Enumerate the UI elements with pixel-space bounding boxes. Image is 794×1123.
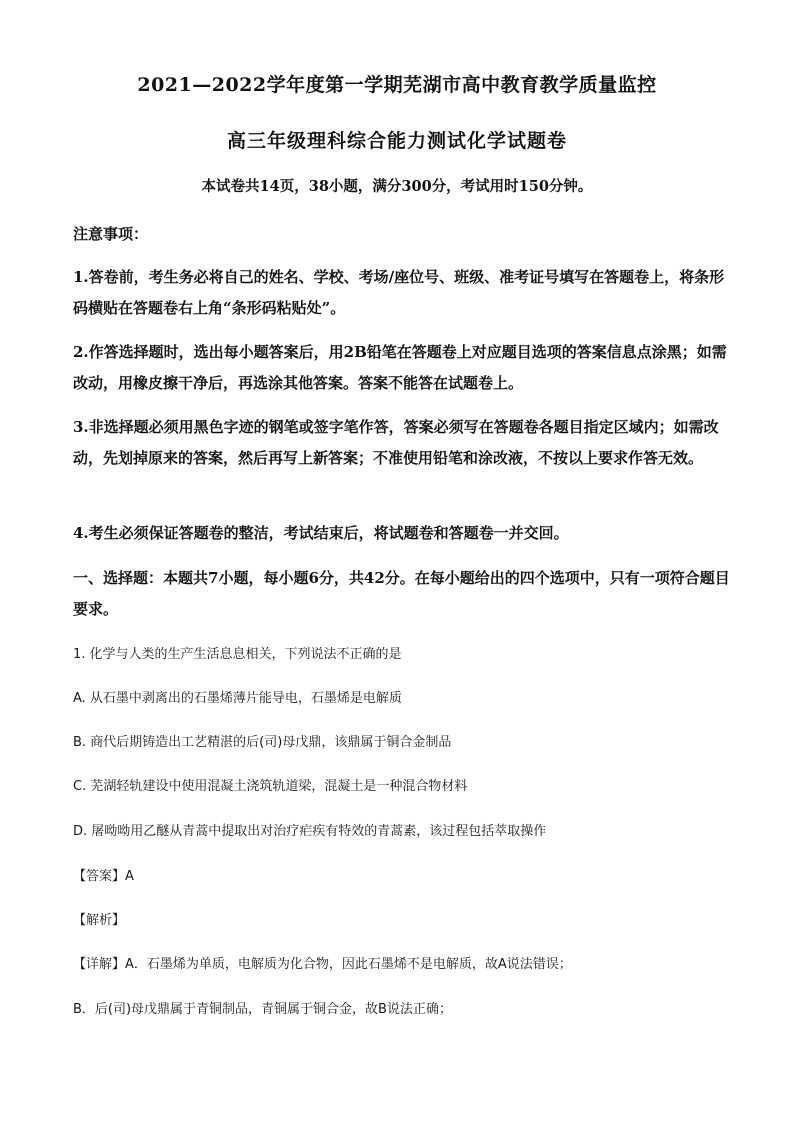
question-1-stem: 1. 化学与人类的生产生活息息相关，下列说法不正确的是 — [73, 647, 402, 662]
section-heading: 一、选择题：本题共7小题，每小题6分，共42分。在每小题给出的四个选项中，只有一项符合题目要求。 — [73, 569, 730, 618]
exam-subtitle: 本试卷共14页，38小题，满分300分，考试用时150分钟。 — [201, 178, 593, 195]
question-1-option-b: B. 商代后期铸造出工艺精湛的后(司)母戊鼎，该鼎属于铜合金制品 — [73, 735, 452, 750]
notes-item-4: 4.考生必须保证答题卷的整洁，考试结束后，将试题卷和答题卷一并交回。 — [73, 524, 569, 542]
analysis-label: 【解析】 — [73, 913, 126, 928]
exam-title-line2: 高三年级理科综合能力测试化学试题卷 — [226, 130, 567, 152]
detail-line-a — [73, 955, 733, 975]
question-1-option-c: C. 芜湖轻轨建设中使用混凝土浇筑轨道梁，混凝土是一种混合物材料 — [73, 779, 468, 794]
notes-item-2: 2.作答选择题时，选出每小题答案后，用2B铅笔在答题卷上对应题目选项的答案信息点涂黑；如需改动，用橡皮擦干净后，再选涂其他答案。答案不能答在试题卷上。 — [73, 343, 727, 392]
answer-label: 【答案】 — [73, 869, 126, 884]
question-1-option-a: A. 从石墨中剥离出的石墨烯薄片能导电，石墨烯是电解质 — [73, 691, 402, 706]
detail-label: 【详解】 — [73, 957, 126, 972]
notes-item-3: 3.非选择题必须用黑色字迹的钢笔或签字笔作答，答案必须写在答题卷各题目指定区域内；如需改动，先划掉原来的答案，然后再写上新答案；不准使用铅笔和涂改液，不按以上要求作答无效。 — [73, 418, 719, 467]
exam-title-line1: 2021—2022学年度第一学期芜湖市高中教育教学质量监控 — [137, 74, 657, 96]
question-1-option-d: D. 屠呦呦用乙醚从青蒿中提取出对治疗疟疾有特效的青蒿素，该过程包括萃取操作 — [73, 824, 547, 839]
answer-line — [73, 867, 733, 887]
detail-a-text: A．石墨烯为单质，电解质为化合物，因此石墨烯不是电解质，故A说法错误； — [125, 957, 572, 972]
notes-heading: 注意事项： — [73, 225, 149, 243]
detail-line-b: B．后(司)母戊鼎属于青铜制品，青铜属于铜合金，故B说法正确； — [73, 1002, 452, 1017]
notes-item-1: 1.答卷前，考生务必将自己的姓名、学校、考场/座位号、班级、准考证号填写在答题卷上，将条形码横贴在答题卷右上角“条形码粘贴处”。 — [73, 268, 725, 317]
answer-value: A — [125, 869, 134, 884]
